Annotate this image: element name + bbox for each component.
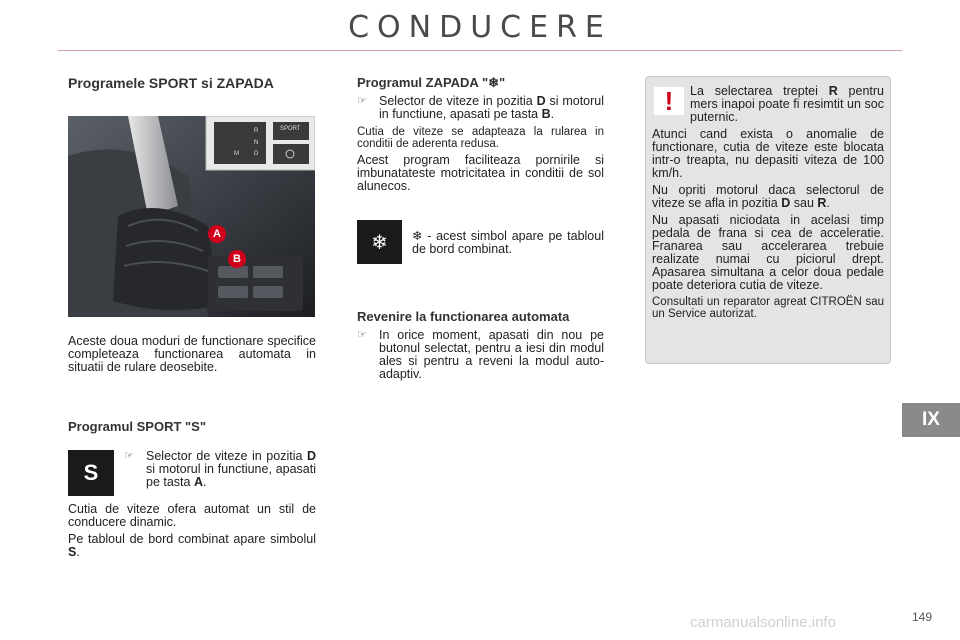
chapter-tab[interactable]: IX bbox=[902, 403, 960, 437]
section-title-sport: Programul SPORT "S" bbox=[68, 419, 207, 434]
gear-label-m: M bbox=[234, 151, 239, 157]
sport-instruction: ☞ Selector de viteze in pozitia D si motorul in functiune, apasati pe tasta A. bbox=[124, 449, 316, 489]
gear-selector-photo bbox=[68, 116, 315, 317]
sport-s-icon: S bbox=[68, 450, 114, 496]
label-a-marker: A bbox=[208, 225, 226, 243]
page-number: 149 bbox=[912, 610, 933, 624]
snow-instruction: ☞ Selector de viteze in pozitia D si motorul in functiune, apasati pe tasta B. bbox=[357, 94, 605, 121]
gear-selector-illustration bbox=[68, 116, 315, 317]
sport-paragraph-1: Cutia de viteze ofera automat un stil de conducere dinamic. bbox=[68, 502, 316, 529]
warning-paragraph-0: La selectarea treptei R pentru mers inapoi poate fi resimtit un soc puternic. bbox=[690, 84, 884, 124]
sport-button-label: SPORT bbox=[280, 126, 301, 132]
snow-symbol-note: ❄ - acest simbol apare pe tabloul de bord combinat. bbox=[412, 229, 604, 256]
warning-box bbox=[645, 76, 891, 364]
watermark: carmanualsonline.info bbox=[690, 614, 836, 631]
gear-label-n: N bbox=[254, 140, 259, 146]
warning-paragraph-2: Nu opriti motorul daca selectorul de viteze se afla in pozitia D sau R. bbox=[652, 183, 884, 210]
gear-label-d: D bbox=[254, 151, 259, 157]
warning-paragraph-1: Atunci cand exista o anomalie de functionare, cutia de viteze este blocata intr-o treapta, nu depasiti viteza de 100 km/h. bbox=[652, 127, 884, 180]
intro-paragraph: Aceste doua moduri de functionare specifice completeaza functionarea automata in situatii de rulare deosebite. bbox=[68, 334, 316, 374]
snowflake-icon: ❄ bbox=[357, 220, 402, 264]
warning-paragraph-4: Consultati un reparator agreat CITROËN sau un Service autorizat. bbox=[652, 296, 884, 320]
label-b-marker: B bbox=[228, 250, 246, 268]
gear-label-r: R bbox=[254, 128, 259, 134]
pointing-hand-icon: ☞ bbox=[124, 450, 134, 462]
warning-exclamation-icon: ! bbox=[654, 87, 684, 115]
section-title-programs: Programele SPORT si ZAPADA bbox=[68, 75, 274, 91]
snow-paragraph-1: Cutia de viteze se adapteaza la rularea in conditii de aderenta redusa. bbox=[357, 126, 604, 150]
pointing-hand-icon: ☞ bbox=[357, 95, 367, 107]
return-instruction: ☞ In orice moment, apasati din nou pe butonul selectat, pentru a iesi din modul ales si pentru a reveni la modul auto-adaptiv. bbox=[357, 328, 604, 381]
header-divider bbox=[58, 50, 902, 51]
pointing-hand-icon: ☞ bbox=[357, 329, 367, 341]
warning-paragraph-3: Nu apasati niciodata in acelasi timp pedala de frana si cea de acceleratie. Franarea sau accelerarea trebuie realizate numai cu piciorul drept. Apasarea simultana a celor doua pedale poate deteriora cutia de viteze. bbox=[652, 213, 884, 292]
snow-paragraph-2: Acest program faciliteaza pornirile si imbunatateste motricitatea in conditii de sol alunecos. bbox=[357, 153, 604, 193]
sport-paragraph-2: Pe tabloul de bord combinat apare simbolul S. bbox=[68, 532, 316, 559]
page-title: CONDUCERE bbox=[348, 10, 612, 45]
section-title-return: Revenire la functionarea automata bbox=[357, 309, 570, 324]
left-column bbox=[68, 76, 316, 90]
section-title-snow: Programul ZAPADA "❄" bbox=[357, 75, 506, 90]
